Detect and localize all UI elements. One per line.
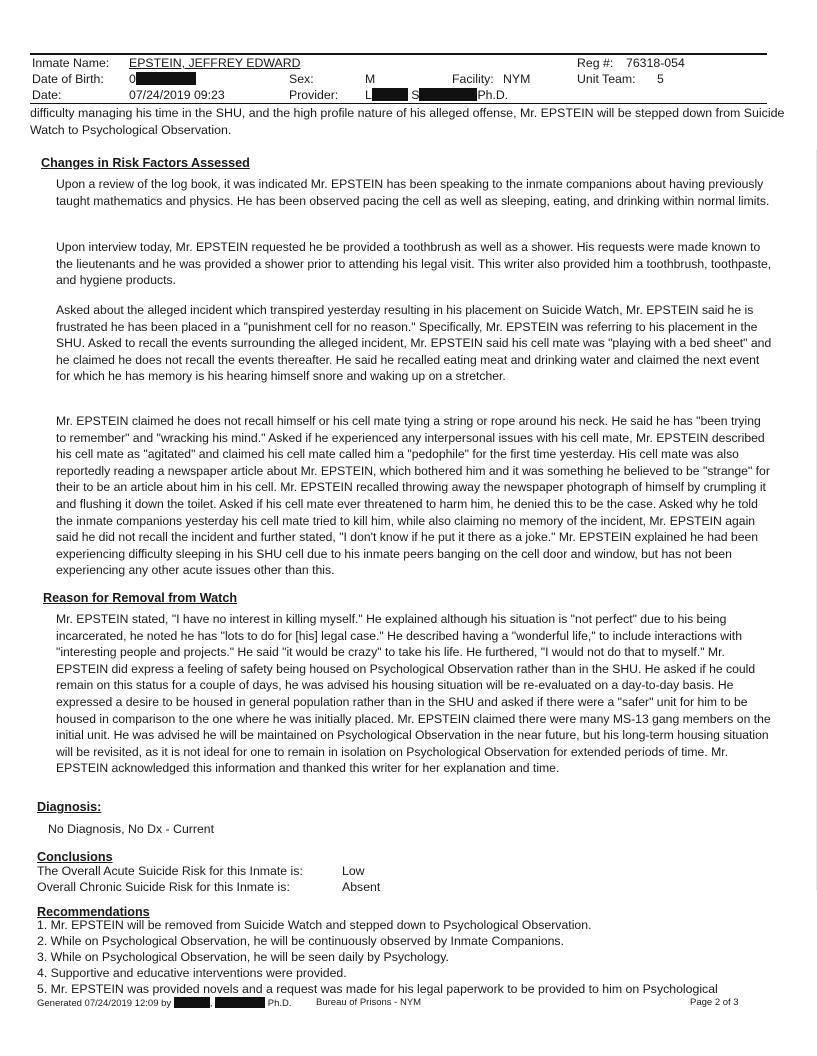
sex-label: Sex: <box>289 72 314 86</box>
footer-generated-prefix: Generated 07/24/2019 12:09 by <box>37 998 172 1009</box>
date-label: Date: <box>32 88 62 102</box>
provider-initial-2: S <box>411 88 420 102</box>
diagnosis-heading: Diagnosis: <box>37 800 102 814</box>
redaction-block <box>372 88 408 101</box>
diagnosis-text: No Diagnosis, No Dx - Current <box>48 822 215 836</box>
redaction-block <box>215 997 265 1008</box>
header-bottom-rule <box>30 103 767 104</box>
changes-heading: Changes in Risk Factors Assessed <box>41 156 250 170</box>
changes-paragraph: Upon a review of the log book, it was indicated Mr. EPSTEIN has been speaking to the inmate companions about having previously taught mathematics and physics. He has been observed pacing the cell as well as sleeping, eating, and drinking within normal limits. <box>56 177 770 208</box>
redaction-block <box>136 72 196 85</box>
sex-value: M <box>365 72 376 86</box>
dob-value <box>129 72 196 86</box>
dob-prefix: 0 <box>129 72 136 86</box>
footer-generated: Generated 07/24/2019 12:09 by , Ph.D. <box>37 998 292 1009</box>
provider-suffix: Ph.D. <box>477 88 509 102</box>
dob-label: Date of Birth: <box>32 72 104 86</box>
recommendation-item: 2. While on Psychological Observation, he will be continuously observed by Inmate Companions. <box>37 934 564 948</box>
redaction-block <box>419 88 477 101</box>
footer-page-number: Page 2 of 3 <box>690 997 739 1008</box>
footer-generated-suffix: Ph.D. <box>267 998 292 1009</box>
provider-label: Provider: <box>289 88 339 102</box>
changes-paragraph: Upon interview today, Mr. EPSTEIN requested he be provided a toothbrush as well as a shower. His requests were made known to the lieutenants and he was provided a shower prior to attending his legal visit. This writer also provided him a toothbrush, toothpaste, and hygiene products. <box>56 240 772 288</box>
removal-paragraph: Mr. EPSTEIN stated, "I have no interest in killing myself." He explained although his situation is "not perfect" due to his being incarcerated, he noted he has "lots to do for [his] legal case." He described having a "wonderful life," to include interactions with "interesting people and projects." He said "it would be crazy" to take his life. He furthered, "I would not do that to myself." Mr. EPSTEIN did express a feeling of safety being housed on Psychological Observation rather than in the SHU. He asked if he could remain on this status for a couple of days, he was advised his housing situation will be re-evaluated on a day-to-day basis. He expressed a desire to be housed in general population rather than in the SHU and asked if there were a "safer" unit for him to be housed in comparison to the one where he was initially placed. Mr. EPSTEIN claimed there were many MS-13 gang members on the initial unit. He was advised he will be maintained on Psychological Observation in the near future, but his long-term housing situation will be revisited, as it is not ideal for one to remain in isolation on Psychological Observation for extended periods of time. Mr. EPSTEIN acknowledged this information and thanked this writer for her explanation and time. <box>56 612 771 776</box>
changes-paragraph: Mr. EPSTEIN claimed he does not recall himself or his cell mate tying a string or rope around his neck. He said he has "been trying to remember" and "wracking his mind." Asked if he experienced any interpersonal issues with his cell mate, Mr. EPSTEIN described his cell mate as "agitated" and claimed his cell mate called him a "pedophile" for the first time yesterday. His cell mate was also reportedly reading a newspaper article about Mr. EPSTEIN, which bothered him and it was something he believed to be "strange" for their to be an article about him in his cell. Mr. EPSTEIN recalled throwing away the newspaper photograph of himself by crumpling it and flushing it down the toilet. Asked if his cell mate ever threatened to harm him, he denied this to be the case. Asked why he told the inmate companions yesterday his cell mate tried to kill him, while also claiming no memory of the incident, Mr. EPSTEIN again said he did not recall the incident and further stated, "I don't know if he put it there as a joke." Mr. EPSTEIN explained he had been experiencing difficulty sleeping in his SHU cell due to his inmate peers banging on the cell door and window, but has not been experiencing any other acute issues other than this. <box>56 414 770 578</box>
chronic-risk-label: Overall Chronic Suicide Risk for this Inmate is: <box>37 880 290 894</box>
recommendations-heading: Recommendations <box>37 905 150 919</box>
unit-team-label: Unit Team: <box>577 72 636 86</box>
footer-bureau: Bureau of Prisons - NYM <box>316 997 422 1008</box>
reg-label: Reg #: <box>577 56 614 70</box>
conclusions-heading: Conclusions <box>37 850 113 864</box>
recommendation-item: 4. Supportive and educative interventions were provided. <box>37 966 347 980</box>
date-value: 07/24/2019 09:23 <box>129 88 225 102</box>
chronic-risk-value: Absent <box>342 880 381 894</box>
recommendation-item: 3. While on Psychological Observation, he will be seen daily by Psychology. <box>37 950 449 964</box>
inmate-name-value: EPSTEIN, JEFFREY EDWARD <box>129 56 301 70</box>
acute-risk-label: The Overall Acute Suicide Risk for this Inmate is: <box>37 864 303 878</box>
reg-value: 76318-054 <box>626 56 685 70</box>
header-top-rule <box>30 53 767 55</box>
unit-team-value: 5 <box>657 72 664 86</box>
removal-heading: Reason for Removal from Watch <box>43 591 238 605</box>
provider-value <box>365 88 508 102</box>
facility-value: NYM <box>503 72 531 86</box>
recommendation-item: 1. Mr. EPSTEIN will be removed from Suicide Watch and stepped down to Psychological Observation. <box>37 918 592 932</box>
intro-text: difficulty managing his time in the SHU, and the high profile nature of his alleged offense, Mr. EPSTEIN will be stepped down from Suicide Watch to Psychological Observation. <box>30 106 785 137</box>
changes-paragraph: Asked about the alleged incident which transpired yesterday resulting in his placement on Suicide Watch, Mr. EPSTEIN said he is frustrated he has been placed in a "punishment cell for no reason." Specifically, Mr. EPSTEIN was referring to his placement in the SHU. Asked to recall the events surrounding the alleged incident, Mr. EPSTEIN said his cell mate was "playing with a bed sheet" and he claimed he does not recall the events thereafter. He said he recalled eating meat and drinking water and claimed the next event for which he has memory is his hearing himself snore and waking up on a stretcher. <box>56 303 772 384</box>
provider-initial-1: L <box>365 88 372 102</box>
facility-label: Facility: <box>452 72 494 86</box>
inmate-name-label: Inmate Name: <box>32 56 110 70</box>
recommendation-item: 5. Mr. EPSTEIN was provided novels and a request was made for his legal paperwork to be provided to him on Psychological <box>37 982 718 996</box>
acute-risk-value: Low <box>342 864 365 878</box>
redaction-block <box>174 997 210 1008</box>
